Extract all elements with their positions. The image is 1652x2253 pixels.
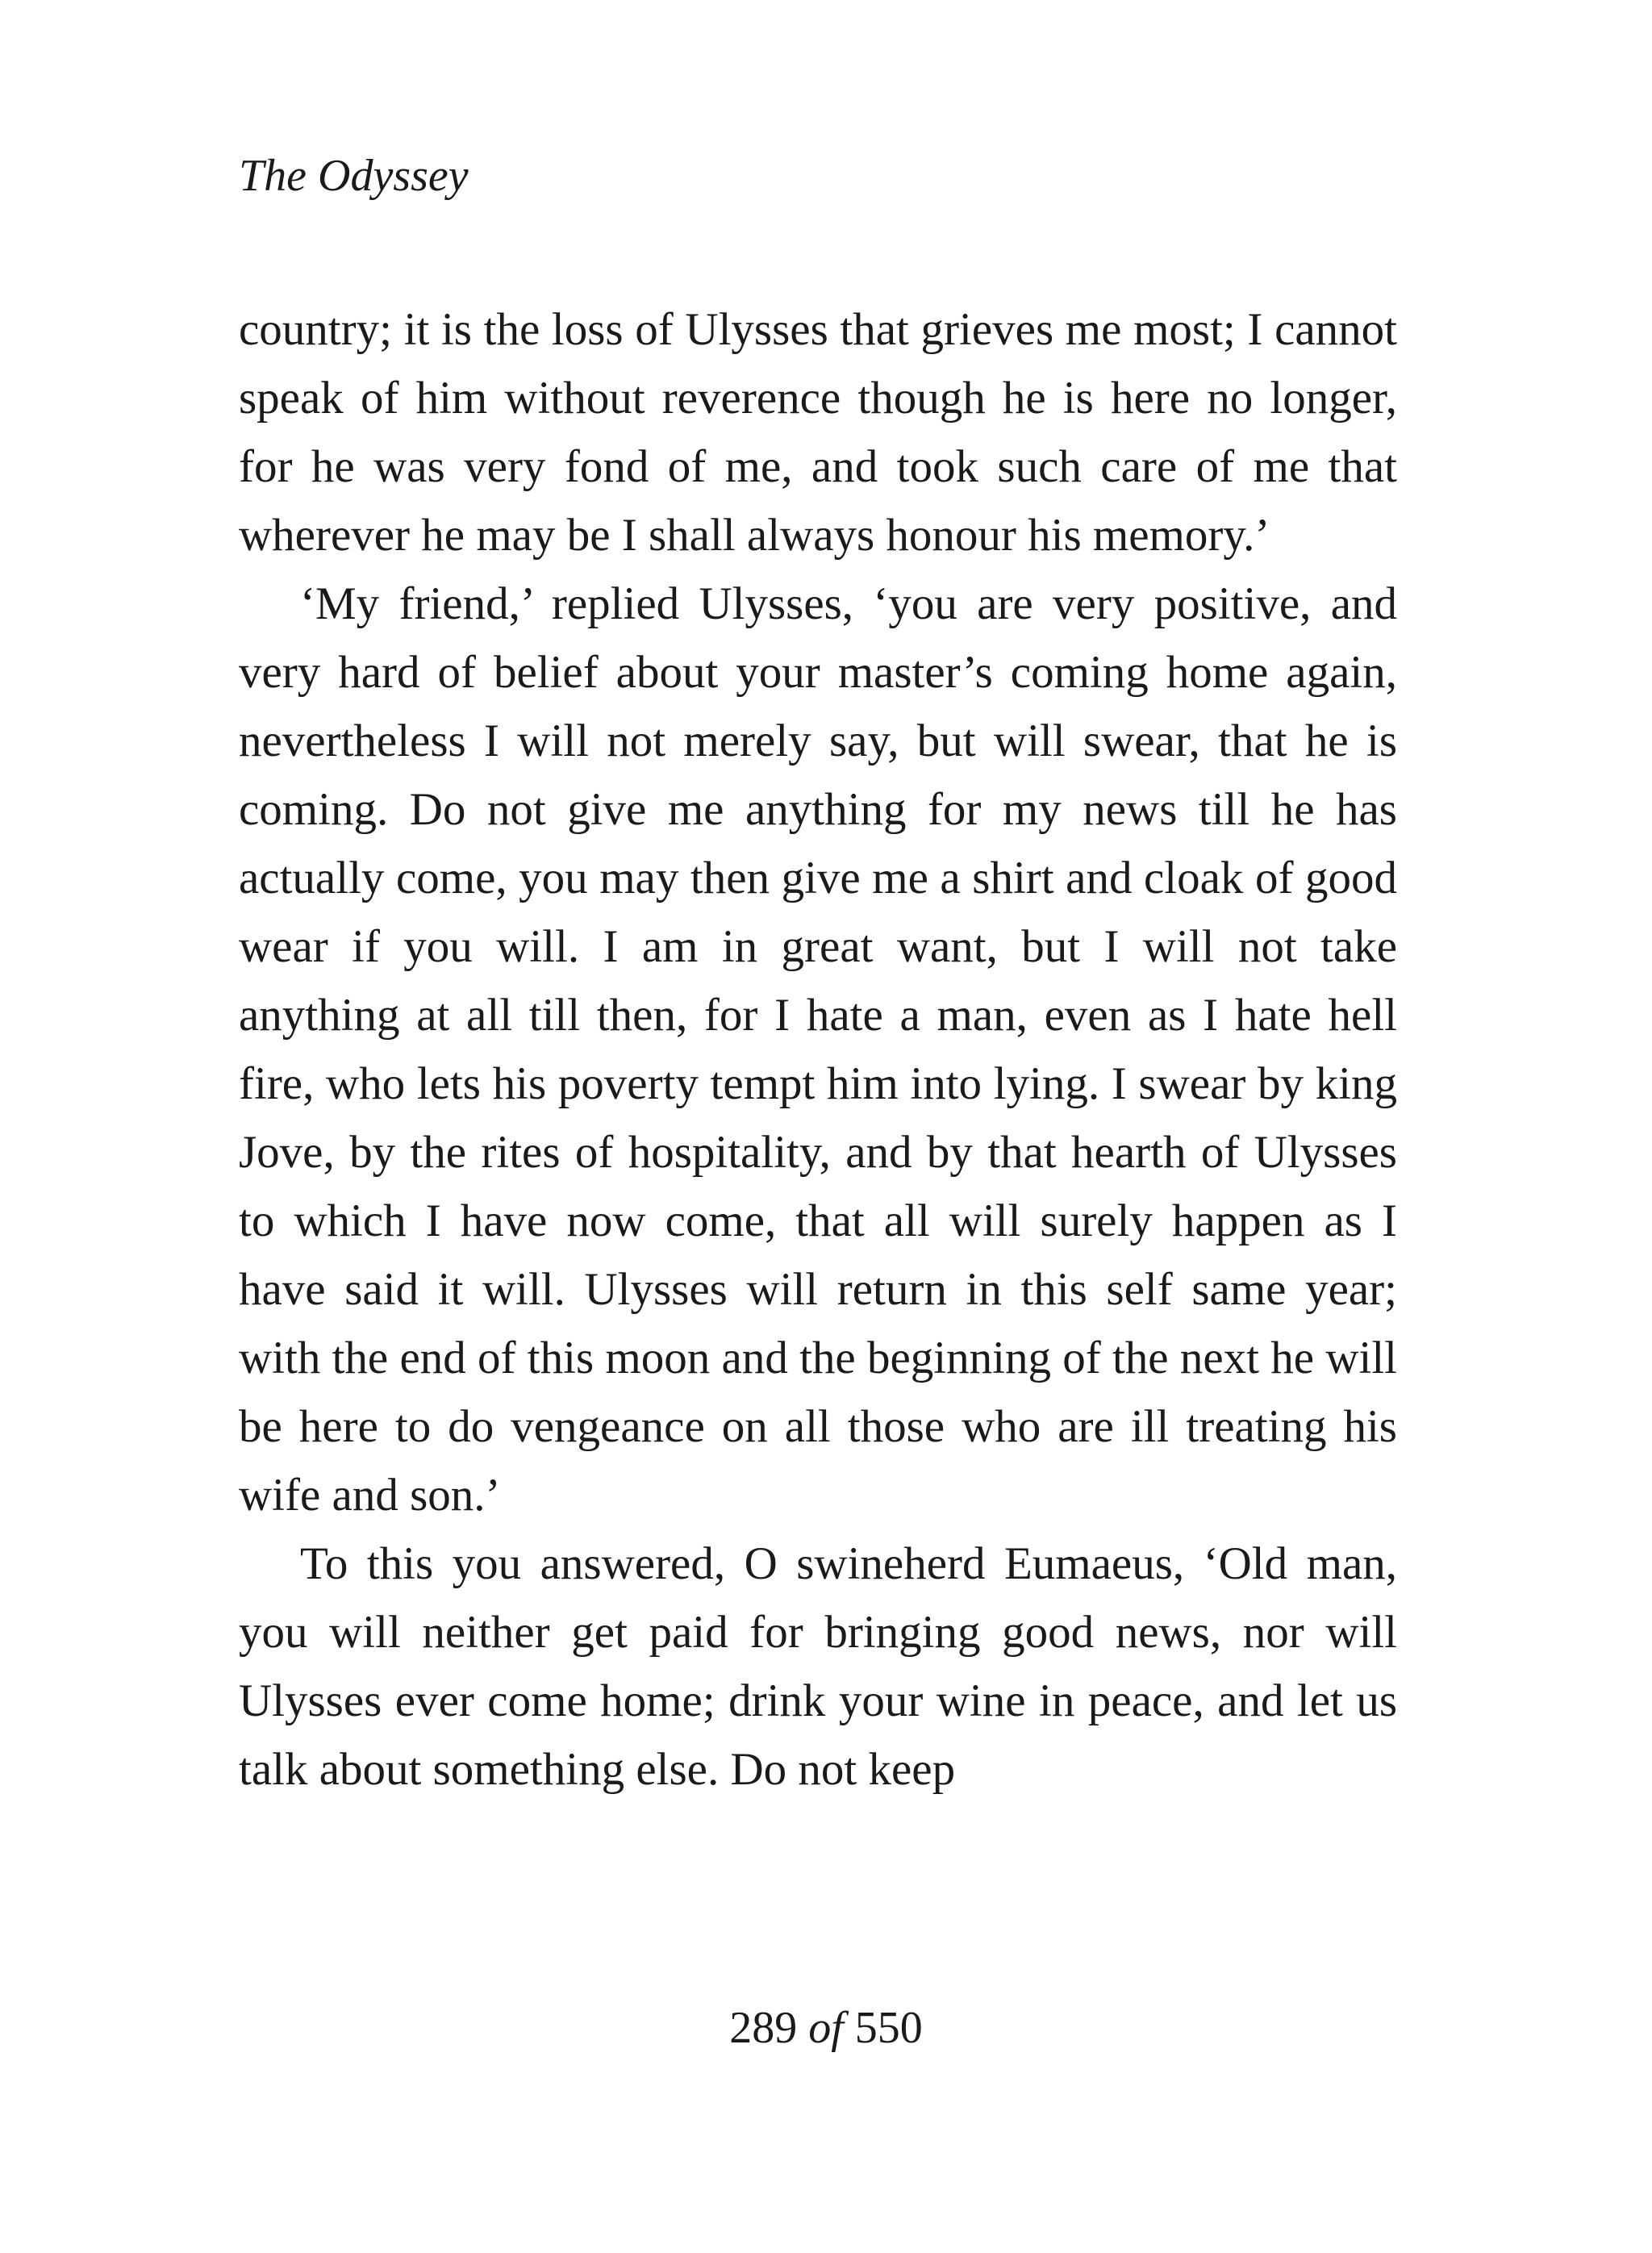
paragraph-continued: country; it is the loss of Ulysses that grieves me most; I cannot speak of him without reverence though he is here no longer, for he was very fond of me, and took such care of me that wherever he may be I shall always honour his memory.’ [239, 304, 1397, 561]
page-number-footer [0, 1999, 1652, 2057]
running-title: The Odyssey [239, 151, 469, 201]
page-body [239, 295, 1397, 1804]
page-of-label: of [808, 2003, 844, 2053]
total-page-count: 550 [854, 2003, 923, 2053]
paragraph: ‘My friend,’ replied Ulysses, ‘you are very positive, and very hard of belief about your master’s coming home again, nevertheless I will not merely say, but will swear, that he is coming. Do not give me anything for my news till he has actually come, you may then give me a shirt and cloak of good wear if you will. I am in great want, but I will not take anything at all till then, for I hate a man, even as I hate hell fire, who lets his poverty tempt him into lying. I swear by king Jove, by the rites of hospitality, and by that hearth of Ulysses to which I have now come, that all will surely happen as I have said it will. Ulysses will return in this self same year; with the end of this moon and the beginning of the next he will be here to do vengeance on all those who are ill treating his wife and son.’ [239, 578, 1397, 1521]
current-page-number: 289 [729, 2003, 798, 2053]
paragraph: To this you answered, O swineherd Eumaeus, ‘Old man, you will neither get paid for bringing good news, nor will Ulysses ever come home; drink your wine in peace, and let us talk about something else. Do not keep [239, 1538, 1397, 1795]
